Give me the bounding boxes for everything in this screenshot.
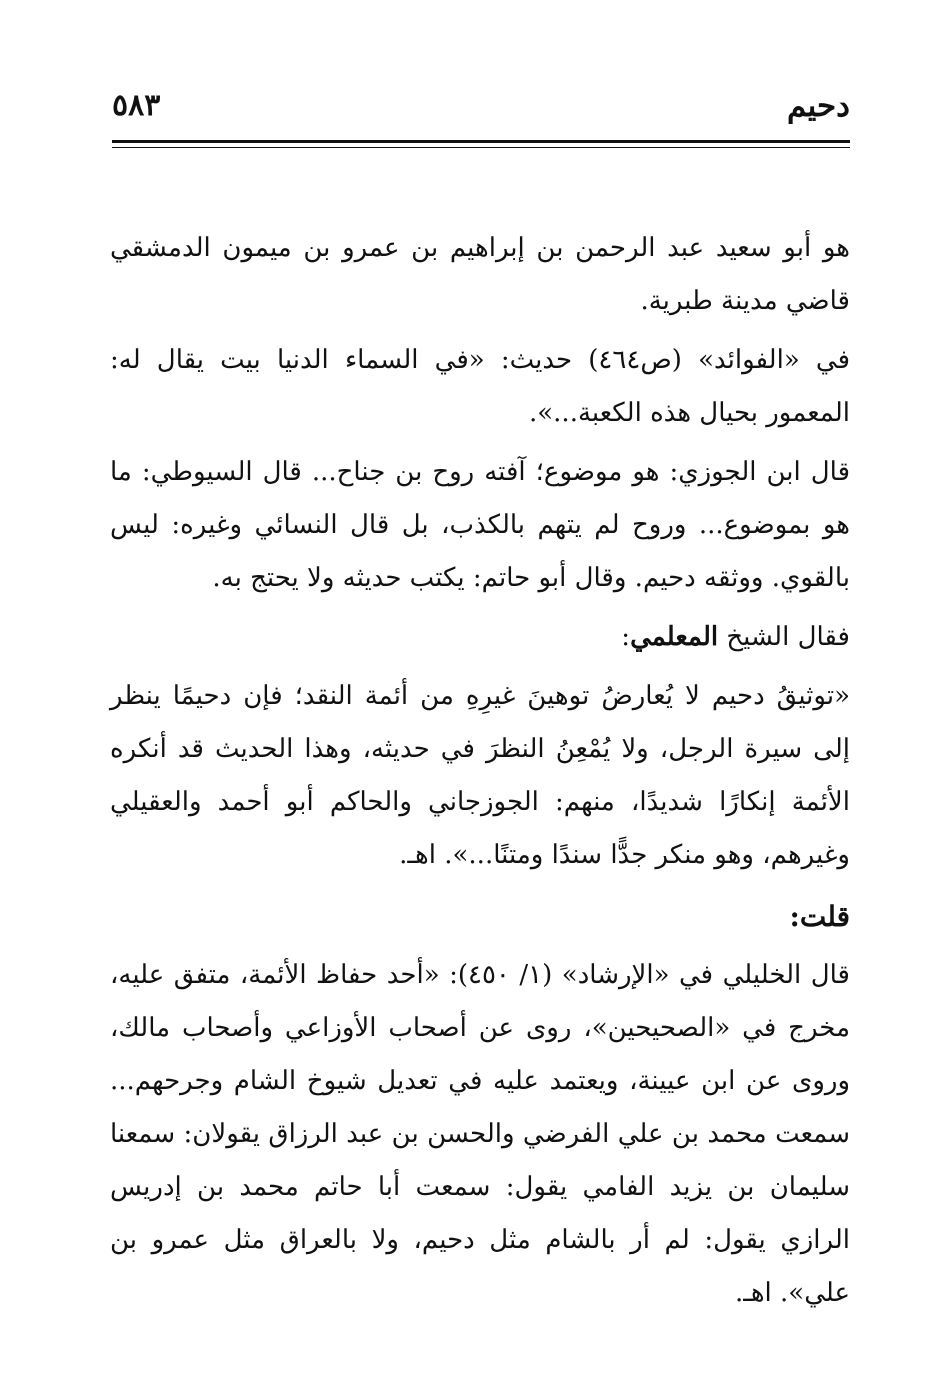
page-header [112,86,850,130]
header-rule-thick [112,140,850,143]
running-title: دحيم [787,88,850,124]
paragraph-muallimi-quote: «توثيقُ دحيم لا يُعارضُ توهينَ غيرِهِ من أئمة النقد؛ فإن دحيمًا ينظر إلى سيرة الرجل، ولا يُمْعِنُ النظرَ في حديثه، وهذا الحديث قد أنكره الأئمة إنكارًا شديدًا، منهم: الجوزجاني والحاكم أبو أحمد والعقيلي وغيرهم، وهو منكر جدًّا سندًا ومتنًا...». اهـ. [110,681,850,870]
page-number: ٥٨٣ [112,88,161,123]
page-body [110,222,850,1320]
header-rule-thin [112,147,850,148]
section-heading-muallimi [110,611,850,664]
paragraph-hadith: في «الفوائد» (ص٤٦٤) حديث: «في السماء الدنيا بيت يقال له: المعمور بحيال هذه الكعبة...». [110,345,850,428]
heading-prefix: فقال الشيخ [718,622,850,652]
paragraph-identity: هو أبو سعيد عبد الرحمن بن إبراهيم بن عمرو بن ميمون الدمشقي قاضي مدينة طبرية. [110,233,850,316]
heading-name: المعلمي [630,622,719,652]
section-heading-qult: قلت: [789,900,850,933]
paragraph-critique: قال ابن الجوزي: هو موضوع؛ آفته روح بن جناح... قال السيوطي: ما هو بموضوع... وروح لم يتهم بالكذب، بل قال النسائي وغيره: ليس بالقوي. ووثقه دحيم. وقال أبو حاتم: يكتب حديثه ولا يحتج به. [110,457,850,593]
paragraph-khalili-quote: قال الخليلي في «الإرشاد» (١/ ٤٥٠): «أحد حفاظ الأئمة، متفق عليه، مخرج في «الصحيحين»، روى عن أصحاب الأوزاعي وأصحاب مالك، وروى عن ابن عيينة، ويعتمد عليه في تعديل شيوخ الشام وجرحهم... سمعت محمد بن علي الفرضي والحسن بن عبد الرزاق يقولان: سمعنا سليمان بن يزيد الفامي يقول: سمعت أبا حاتم محمد بن إدريس الرازي يقول: لم أر بالشام مثل دحيم، ولا بالعراق مثل عمرو بن علي». اهـ. [110,960,850,1308]
heading-suffix: : [621,622,631,652]
